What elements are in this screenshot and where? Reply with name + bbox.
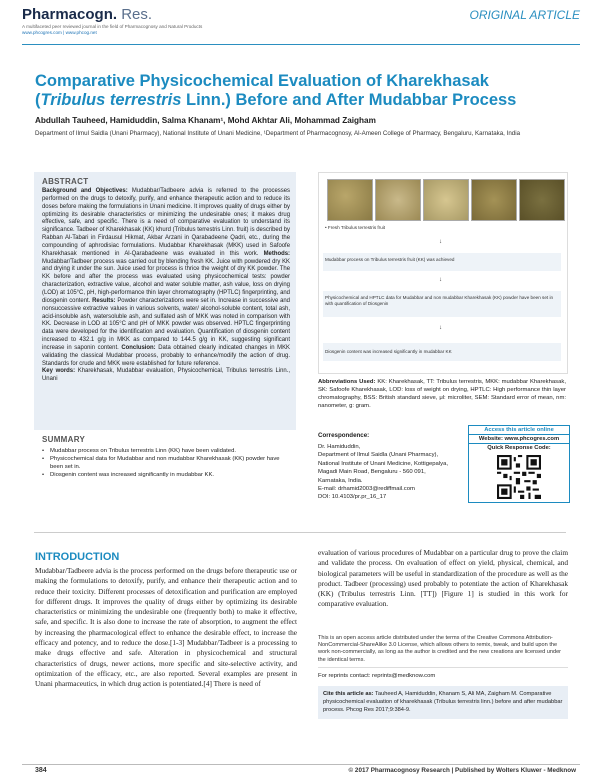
figure-caption-2: Mudabbar process on Tribulus terrestris fruit (KK) was achieved (325, 257, 455, 262)
journal-res: Res. (121, 6, 153, 23)
access-online-box (468, 425, 570, 503)
citation-box: Cite this article as: Tauheed A, Hamiduddin, Khanam S, Ali MA, Zaigham M. Comparative physicochemical evaluation of kharekhasak (Tribulus terrestris linn.) before and after mudabbar process. Phcog Res 2017;9:384-9. (318, 686, 568, 719)
powder-photo-3 (519, 179, 565, 221)
abstract-heading: ABSTRACT (42, 177, 89, 186)
qr-label: Quick Response Code: (487, 445, 551, 451)
figure-band-1 (323, 253, 561, 271)
license-text: This is an open access article distributed under the terms of the Creative Commons Attribution-NonCommercial-ShareAlike 3.0 License, which allows others to remix, tweak, and build upon the work non-commercially, as long as the author is credited and the new creations are licensed under the identical terms. (318, 635, 562, 663)
figure-caption-1: • Fresh Tribulus terrestris fruit (325, 225, 386, 230)
authors: Abdullah Tauheed, Hamiduddin, Salma Khanam¹, Mohd Akhtar Ali, Mohammad Zaigham (35, 116, 376, 125)
list-item: • Physicochemical data for Mudabbar and non mudabbar Kharekhasak (KK) powder have been set in. (42, 455, 292, 471)
summary-heading: SUMMARY (42, 435, 86, 444)
figure-caption-3: Physicochemical and HPTLC data for Mudabbar and non mudabbar Kharekhasak (KK) powder have been set in with quantification of Diosgenin (325, 295, 554, 306)
title-species: Tribulus terrestris (40, 91, 182, 109)
arrow-down-icon: ↓ (439, 277, 442, 283)
powder-photo-2 (471, 179, 517, 221)
powder-photo-1 (423, 179, 469, 221)
reprints-contact: For reprints contact: reprints@medknow.com (318, 667, 568, 680)
journal-website[interactable]: www.phcogres.com | www.phcog.net (22, 30, 97, 35)
page-number: 384 (35, 767, 47, 774)
header-divider (22, 44, 580, 45)
correspondence: Dr. Hamiduddin, Department of Ilmul Saidla (Unani Pharmacy), National Institute of Unani Medicine, Kottigepalya, Magadi Main Road, Bengaluru - 560 091, Karnataka, India. E-mail: drhamid2003@rediffmail.com DOI: 10.4103/pr.pr_16_17 (318, 443, 463, 502)
graphical-abstract-figure (318, 172, 568, 374)
title-line-2: (Tribulus terrestris Linn.) Before and After Mudabbar Process (35, 91, 517, 109)
journal-subtitle: A multifaceted peer reviewed journal in the field of Pharmacognosy and Natural Products (22, 24, 203, 29)
correspondence-heading: Correspondence: (318, 432, 370, 439)
correspondence-email[interactable]: E-mail: drhamid2003@rediffmail.com (318, 486, 415, 493)
affiliation: Department of Ilmul Saidla (Unani Pharmacy), National Institute of Unani Medicine, ¹Department of Pharmacognosy, Al-Ameen College of Pharmacy, Bengaluru, Karnataka, India (35, 130, 521, 137)
access-website[interactable]: Website: www.phcogres.com (469, 435, 569, 444)
access-online-label: Access this article online (469, 426, 569, 435)
footer-copyright: © 2017 Pharmacognosy Research | Published by Wolters Kluwer - Medknow (348, 767, 576, 774)
doi[interactable]: DOI: 10.4103/pr.pr_16_17 (318, 494, 387, 501)
introduction-text: Mudabbar/Tadbeere advia is the process performed on the drugs before therapeutic use or making the formulations to detoxify, purify, and enhance their therapeutic action and to reduce their toxicity. Different processes of detoxification and purification are employed for different drugs. It improves the quality of drugs either by optimizing its desirable characteristics or minimizing the undesirable one (frequently both) to make it effective, safe, and specific. It is also done to increase the rate of absorption, to augment the effect by increasing the pharmacological effect to enhance the desirable effect, to increase the efficacy and potency, and to reduce the dose.[1-3] Mudabbar/Tadbeer is a processing to make drugs effective and safe. Alteration in physicochemical and structural characteristics of drugs, newer actions, more specific and site-selective activity, and optimization of the efficacy, etc., are also reported. Several examples are present in Unani pharmaceutics, in which drug action is potentiated.[4] There is need of (35, 566, 297, 689)
list-item: • Mudabbar process on Tribulus terrestris Linn (KK) have been validated. (42, 447, 292, 455)
footer-divider (22, 764, 580, 765)
qr-code-icon[interactable] (497, 455, 541, 499)
arrow-down-icon: ↓ (439, 239, 442, 245)
article-title (35, 72, 565, 110)
body-text-right: evaluation of various procedures of Mudabbar on a particular drug to prove the claim and validate the process. On evaluation of effect on yield, physical, chemical, and biological parameters will be useful in standardization of the procedure as well as the product. Tadbeer (processing) used probably to potentiate the action of Kharekhasak (KK) (Tribulus terrestris Linn. [TT]) [Figure 1] is studied in this work for comparative evaluation. (318, 548, 568, 609)
summary-list (42, 447, 292, 479)
fruit-photo-2 (375, 179, 421, 221)
section-divider (34, 532, 566, 533)
abstract-box (34, 172, 296, 478)
figure-caption-4: Diosgenin content was increased significantly in mudabbar KK (325, 349, 452, 354)
arrow-down-icon: ↓ (439, 325, 442, 331)
abbreviations: Abbreviations Used: KK: Kharekhasak, TT: Tribulus terrestris, MKK: mudabbar Kharekhasak, SK: Safoofe Kharekhasak, LOD: loss of weight on drying, HPTLC: High performance thin layer chromatography, BSS: British standard sieve, μl: microliter, SEM: Standard error of mean, nm: nanometer, g: gram. (318, 379, 566, 409)
journal-header (22, 6, 202, 35)
abstract-text: Background and Objectives: Mudabbar/Tadbeere advia is referred to the processes performed on the drugs to detoxify, purify, and enhance therapeutic action and to reduce its doses before making the formulations in Unani medicine. It improves quality of drugs either by optimizing its desirable characteristics or minimizing the undesirable ones; it makes drug effective, safe, and specific. There is a need of comparative evaluation to understand its significance. Tadbeer of Kharekhasak (KK) khurd (Tribulus terrestris Linn. fruit) is described by Rabban Al-Tabari in Firdausul Hikmat, Akbar Arzani in Qarabadeene Qadri, etc., during the compounding of aphrodisiac formulations. Mudabbar Kharekhasak (MKK) used in Safoofe Kharekhasak mentioned in Al-Qarabadeene was evaluated in this work. Methods: Mudabbar/Tadbeer process was carried out by blending fresh KK. Juice with powdered dry KK and drying it under the sun. Juice used for process is thrice the weight of dry KK powder. The KK before and after the process was evaluated using physicochemical tests: powder characterization, extractive value, alcohol and water soluble matter, ash value, loss on drying (LOD) at 105°C, pH, high-performance thin layer chromatography (HPTLC) fingerprinting, and diosgenin content. Results: Powder characterizations were set in. Increase in successive and nonsuccessive extractive values in various solvents, water/ alcohol-soluble content, total ash, acid-insoluble ash, watersoluble ash, and sulfated ash of MKK was noted in comparison with KK. Decrease in LOD at 105°C and pH of MKK powder was observed. HPTLC fingerprinting data were developed for the identification and evaluation. Quantification of diosgenin content increased to 432.1 g/g in MKK as compared to 144.5 g/g in KK, suggesting significant increase in saponin content. Conclusion: Data obtained clearly indicated changes in MKK validating the classical Mudabbar process, probably to enhance/modify the action of drug. Standards for crude and MKK were established for future reference. Key words: Kharekhasak, Mudabbar evaluation, Physicochemical, Tribulus terrestris Linn., Unani (42, 188, 290, 383)
article-type: ORIGINAL ARTICLE (469, 8, 580, 22)
introduction-heading: INTRODUCTION (35, 551, 120, 563)
fruit-photo-1 (327, 179, 373, 221)
journal-name: Pharmacogn. Res. (22, 6, 153, 23)
title-line-1: Comparative Physicochemical Evaluation of Kharekhasak (35, 72, 489, 90)
list-item: • Diosgenin content was increased significantly in mudabbar KK. (42, 471, 292, 479)
